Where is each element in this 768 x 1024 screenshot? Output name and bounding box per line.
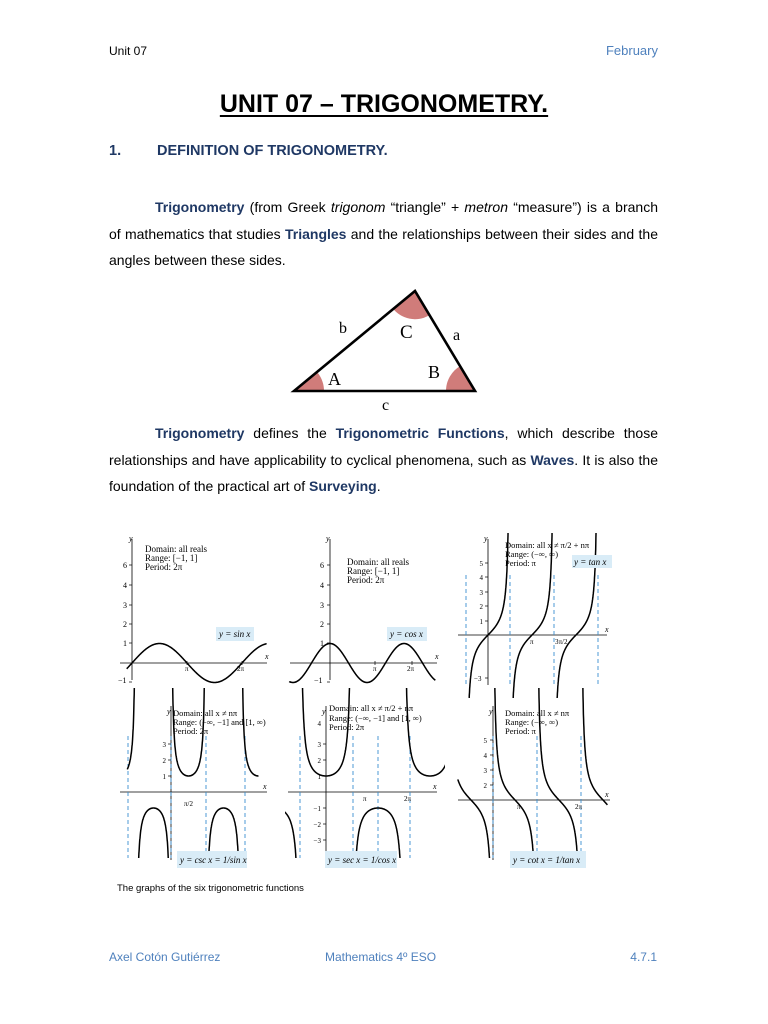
sin-label: y = sin x: [219, 629, 251, 639]
svg-text:2: 2: [479, 603, 483, 611]
svg-text:y: y: [484, 534, 488, 543]
svg-text:6: 6: [123, 561, 127, 570]
cot-graph: [458, 669, 610, 882]
section-title: DEFINITION OF TRIGONOMETRY.: [157, 143, 388, 159]
sin-period: Period: 2π: [145, 562, 183, 572]
svg-text:4: 4: [317, 720, 321, 728]
svg-text:6: 6: [320, 561, 324, 570]
svg-text:2π: 2π: [407, 665, 415, 673]
keyword-waves: Waves: [530, 451, 575, 468]
svg-text:4: 4: [123, 581, 127, 590]
csc-period: Period: 2π: [173, 726, 209, 736]
header-month: February: [605, 43, 658, 58]
side-a-label: a: [453, 327, 461, 344]
svg-text:3π/2: 3π/2: [555, 638, 568, 646]
svg-text:3: 3: [320, 601, 324, 610]
cos-range: Range: [−1, 1]: [347, 566, 400, 576]
sec-period: Period: 2π: [329, 722, 365, 732]
svg-text:3: 3: [479, 589, 483, 597]
sin-domain: Domain: all reals: [145, 544, 207, 554]
svg-text:y: y: [326, 534, 330, 543]
svg-text:3: 3: [162, 741, 166, 749]
svg-text:2π: 2π: [404, 795, 412, 803]
svg-text:5: 5: [483, 737, 487, 745]
svg-text:x: x: [263, 782, 267, 791]
sec-domain: Domain: all x ≠ π/2 + nπ: [329, 703, 414, 713]
svg-text:y: y: [167, 707, 171, 716]
angle-B-arc: [446, 366, 475, 391]
footer-page-number: 4.7.1: [630, 950, 657, 964]
sec-range: Range: (−∞, −1] and [1, ∞): [329, 713, 422, 723]
triangle-diagram: [288, 282, 488, 414]
svg-text:y: y: [322, 707, 326, 716]
keyword-trigonometry: Trigonometry: [155, 199, 245, 215]
csc-curve: [127, 650, 258, 881]
csc-label: y = csc x = 1/sin x: [180, 855, 247, 865]
svg-text:π: π: [185, 665, 189, 673]
sec-graph: [274, 649, 492, 881]
cos-label: y = cos x: [390, 629, 423, 639]
triangle-outline: [294, 291, 475, 391]
csc-domain: Domain: all x ≠ nπ: [173, 708, 238, 718]
csc-graph: [120, 650, 267, 881]
svg-text:−3: −3: [313, 837, 321, 845]
svg-text:−2: −2: [313, 821, 321, 829]
cos-graph: [289, 534, 439, 685]
angle-A-label: A: [328, 369, 341, 389]
svg-text:x: x: [265, 652, 269, 661]
angle-C-label: C: [400, 322, 413, 343]
header-unit: Unit 07: [109, 44, 148, 58]
svg-text:x: x: [433, 782, 437, 791]
svg-text:1: 1: [317, 773, 321, 781]
side-c-label: c: [382, 397, 390, 414]
paragraph-definition: Trigonometry (from Greek trigonom “triangle” + metron “measure”) is a branch of mathematics that studies Triangles and the relationships between their sides and the angles between these sides.: [109, 199, 658, 268]
angle-B-label: B: [428, 362, 441, 382]
keyword-triangles: Triangles: [284, 225, 347, 242]
footer-author: Axel Cotón Gutiérrez: [109, 950, 221, 964]
tan-domain: Domain: all x ≠ π/2 + nπ: [505, 540, 590, 550]
svg-text:2: 2: [162, 757, 166, 765]
svg-text:3: 3: [483, 767, 487, 775]
svg-text:x: x: [435, 652, 439, 661]
svg-text:−3: −3: [474, 675, 482, 683]
svg-text:−1: −1: [314, 676, 323, 685]
svg-text:x: x: [605, 790, 609, 799]
section-heading: [109, 143, 388, 159]
paragraph-functions: Trigonometry defines the Trigonometric Functions, which describe those relationships and have applicability to cyclical phenomena, such as Waves. It is also the foundation of the practical art of Surveying.: [109, 425, 659, 494]
svg-text:x: x: [605, 625, 609, 634]
svg-text:y: y: [489, 707, 493, 716]
footer-course: Mathematics 4º ESO: [325, 950, 437, 964]
svg-text:−1: −1: [313, 805, 321, 813]
keyword-trigonometry-2: Trigonometry: [155, 425, 245, 441]
svg-text:y: y: [129, 534, 133, 543]
sec-label: y = sec x = 1/cos x: [328, 855, 397, 865]
svg-text:2π: 2π: [237, 665, 245, 673]
cot-domain: Domain: all x ≠ nπ: [505, 708, 570, 718]
keyword-trig-functions: Trigonometric Functions: [335, 425, 505, 441]
svg-text:2: 2: [483, 782, 487, 790]
page-title: UNIT 07 – TRIGONOMETRY.: [219, 90, 549, 118]
svg-text:4: 4: [320, 581, 324, 590]
svg-text:π/2: π/2: [184, 800, 193, 808]
figure-caption: The graphs of the six trigonometric functions: [117, 883, 304, 894]
tan-range: Range: (−∞, ∞): [505, 549, 559, 559]
sin-graph: [118, 534, 269, 685]
cos-domain: Domain: all reals: [347, 557, 409, 567]
svg-text:2: 2: [320, 620, 324, 629]
cot-period: Period: π: [505, 726, 536, 736]
section-number: 1.: [109, 143, 122, 159]
svg-text:3: 3: [123, 601, 127, 610]
svg-text:2π: 2π: [575, 803, 583, 811]
sin-range: Range: [−1, 1]: [145, 553, 198, 563]
cot-curve: [458, 669, 608, 882]
tan-label: y = tan x: [574, 557, 607, 567]
cot-range: Range: (−∞, ∞): [505, 717, 559, 727]
cot-label: y = cot x = 1/tan x: [513, 855, 581, 865]
svg-text:1: 1: [123, 639, 127, 648]
keyword-surveying: Surveying: [309, 478, 377, 494]
svg-text:1: 1: [479, 618, 483, 626]
svg-text:5: 5: [479, 560, 483, 568]
svg-text:4: 4: [479, 574, 483, 582]
svg-text:2: 2: [123, 620, 127, 629]
svg-text:π: π: [373, 665, 377, 673]
tan-period: Period: π: [505, 558, 536, 568]
trig-graphs-figure: [115, 533, 625, 881]
csc-range: Range: (−∞, −1] and [1, ∞): [173, 717, 266, 727]
svg-text:1: 1: [320, 639, 324, 648]
svg-text:4: 4: [483, 752, 487, 760]
svg-text:2: 2: [317, 757, 321, 765]
side-b-label: b: [339, 320, 347, 337]
svg-text:3: 3: [317, 741, 321, 749]
cos-period: Period: 2π: [347, 575, 385, 585]
svg-text:−1: −1: [118, 676, 127, 685]
sec-curve: [274, 649, 492, 881]
svg-text:π: π: [363, 795, 367, 803]
svg-text:1: 1: [162, 773, 166, 781]
svg-text:π: π: [517, 803, 521, 811]
svg-text:π: π: [530, 638, 534, 646]
